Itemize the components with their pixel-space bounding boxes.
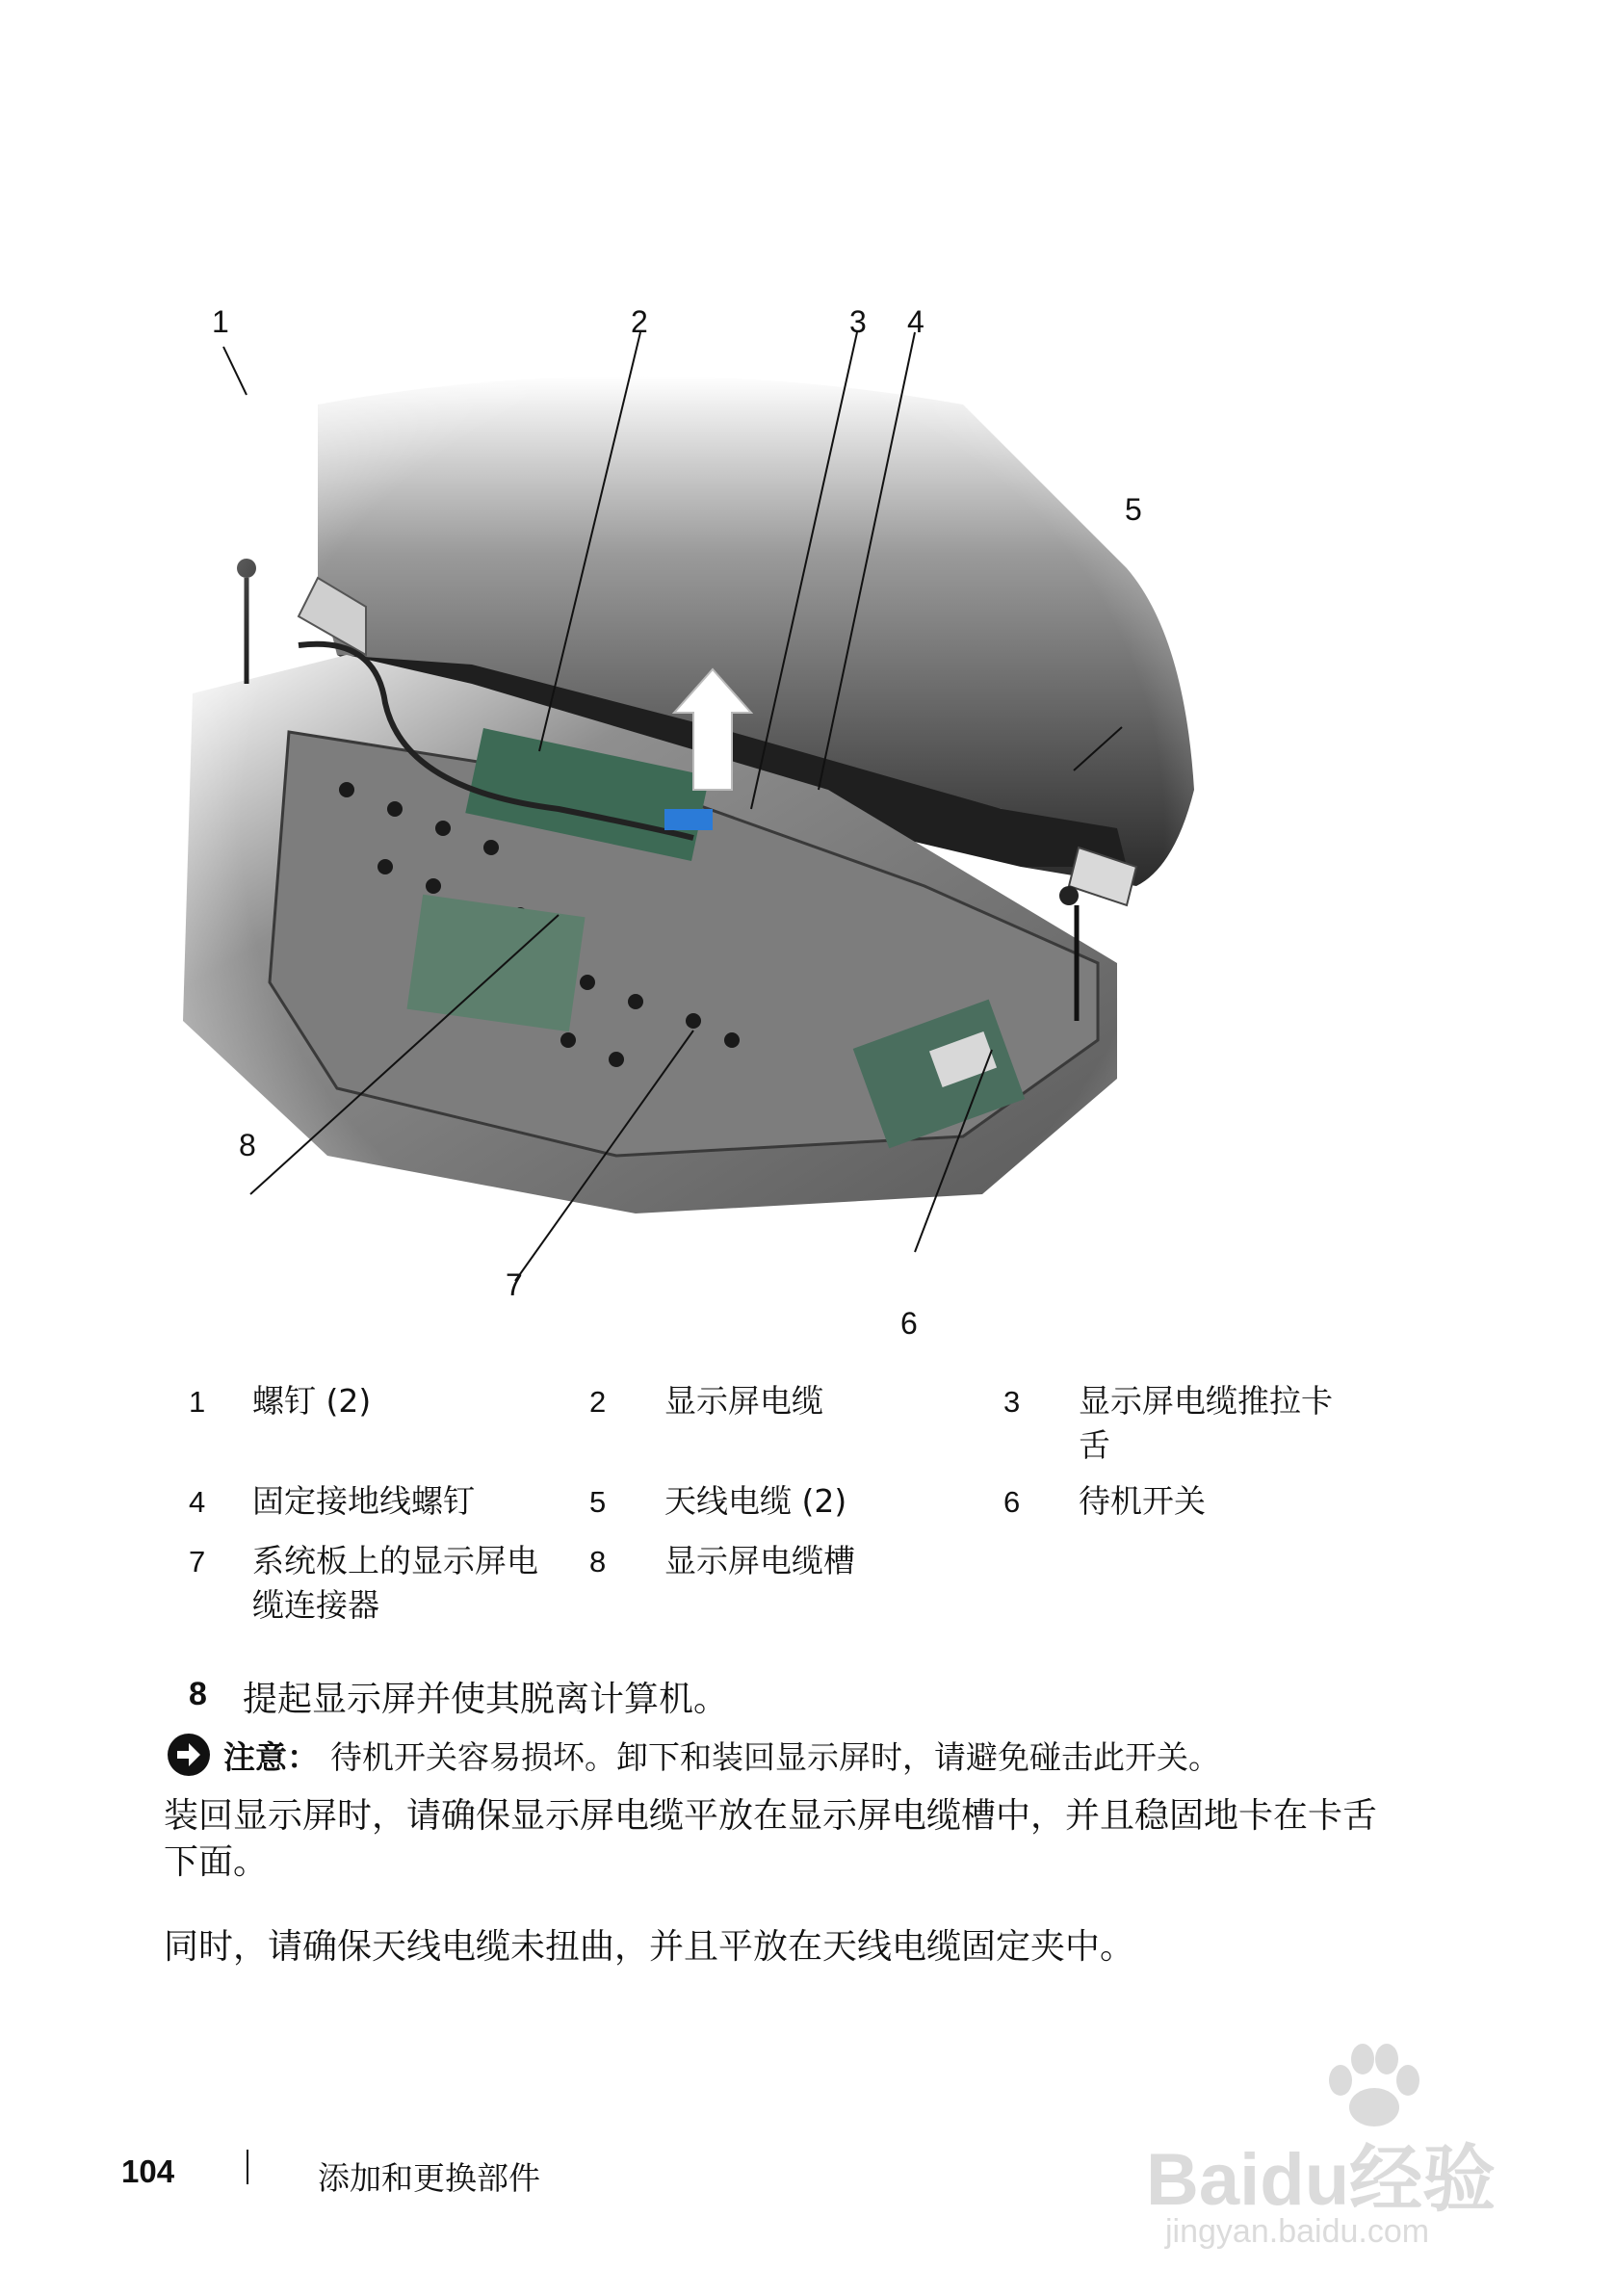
step-text: 提起显示屏并使其脱离计算机。 [243, 1680, 729, 1719]
notice-arrow-icon [166, 1732, 212, 1778]
legend-text: 显示屏电缆推拉卡舌 [1079, 1382, 1333, 1464]
notice [166, 1732, 1418, 1778]
legend-num: 5 [589, 1485, 607, 1519]
callout-7: 7 [506, 1267, 523, 1302]
notice-label: 注意： [223, 1737, 319, 1776]
legend-text: 显示屏电缆槽 [664, 1542, 855, 1579]
callout-8: 8 [239, 1128, 256, 1162]
paw-icon [1319, 2042, 1425, 2128]
watermark-url: jingyan.baidu.com [1165, 2213, 1430, 2250]
notice-text: 待机开关容易损坏。卸下和装回显示屏时，请避免碰击此开关。 [330, 1737, 1220, 1776]
legend-text: 显示屏电缆 [664, 1382, 823, 1420]
body-paragraph: 同时，请确保天线电缆未扭曲，并且平放在天线电缆固定夹中。 [164, 1927, 1135, 1967]
legend-num: 3 [1003, 1385, 1021, 1419]
legend-text: 固定接地线螺钉 [252, 1482, 475, 1520]
watermark-brand: Baidu经验 [1146, 2139, 1497, 2221]
legend-text: 系统板上的显示屏电缆连接器 [252, 1542, 538, 1624]
laptop-display-removal-illustration [154, 289, 1252, 1368]
body-paragraph: 装回显示屏时，请确保显示屏电缆平放在显示屏电缆槽中，并且稳固地卡在卡舌下面。 [164, 1796, 1378, 1882]
legend-text: 螺钉 (2) [252, 1382, 372, 1420]
footer-section-title: 添加和更换部件 [318, 2159, 540, 2197]
callout-1: 1 [212, 304, 229, 339]
legend-num: 7 [189, 1545, 206, 1578]
legend-num: 4 [189, 1485, 206, 1519]
legend-num: 6 [1003, 1485, 1021, 1519]
legend-num: 1 [189, 1385, 206, 1419]
step-number: 8 [189, 1676, 207, 1712]
callout-5: 5 [1125, 492, 1142, 527]
callout-6: 6 [900, 1306, 918, 1341]
callout-4: 4 [907, 304, 924, 339]
page-number: 104 [121, 2153, 175, 2189]
footer-divider [247, 2150, 248, 2184]
legend-num: 2 [589, 1385, 607, 1419]
legend-text: 待机开关 [1079, 1482, 1206, 1520]
baidu-watermark [1146, 2042, 1550, 2254]
legend-num: 8 [589, 1545, 607, 1578]
callout-2: 2 [631, 304, 648, 339]
legend-text: 天线电缆 (2) [664, 1482, 847, 1520]
callout-3: 3 [849, 304, 867, 339]
